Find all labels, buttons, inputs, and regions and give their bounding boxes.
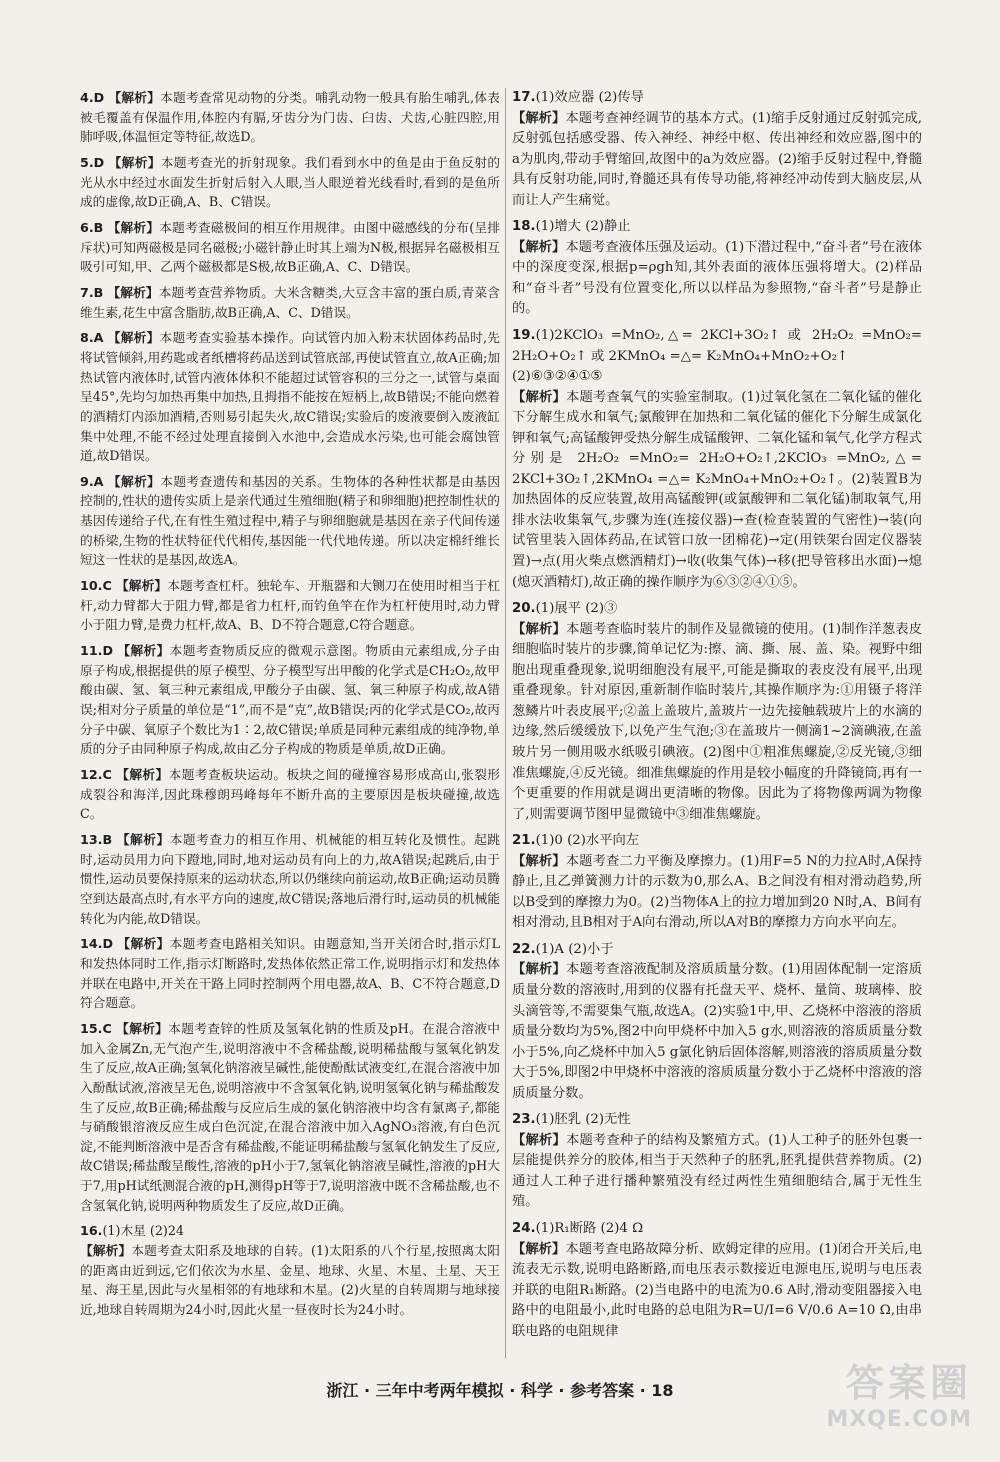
answer-item: [512, 217, 922, 320]
explanation-text: 本题考查电路故障分析、欧姆定律的应用。(1)闭合开关后,电流表无示数,说明电路断路,而电压表示数接近电源电压,说明与电压表并联的电阻R₁断路。(2)当电路中的电流为0.6 A时,滑动变阻器接入电路中的电阻最小,此时电路的总电阻为R=U/I=6 V/0.6 A=10 Ω,由串联电路的电阻规律: [512, 1241, 923, 1339]
answer-text: (1)R₁断路 (2)4 Ω: [535, 1220, 644, 1236]
question-number: 14.D: [80, 936, 114, 952]
left-column: [80, 88, 500, 1326]
answer-line: [512, 217, 922, 238]
answer-line-2: (2)⑥③②④①⑤: [512, 369, 603, 385]
explanation-text: 本题考查锌的性质及氢氧化钠的性质及pH。在混合溶液中加入金属Zn,无气泡产生,说明溶液中不含稀盐酸,说明稀盐酸与氢氧化钠发生了反应,故A正确;氢氧化钠溶液呈碱性,能使酚酞试液变红,在混合溶液中加入酚酞试液,溶液呈无色,说明溶液中不含氢氧化钠,说明氢氧化钠与稀盐酸发生了反应,故B正确;稀盐酸与反应后生成的氯化钠溶液中均含有氯离子,都能与硝酸银溶液反应生成白色沉淀,在混合溶液中加入AgNO₃溶液,有白色沉淀,不能判断溶液中是否含有稀盐酸,不能证明稀盐酸与氢氧化钠发生了反应,故C错误;稀盐酸呈酸性,溶液的pH小于7,氢氧化钠溶液呈碱性,溶液的pH大于7,用pH试纸测混合液的pH,测得pH等于7,说明溶液中既不含稀盐酸,也不含氢氧化钠,说明两种物质发生了反应,故D正确。: [80, 1020, 500, 1213]
answer-text: (1)0 (2)水平向左: [535, 833, 640, 849]
answer-text: (1)增大 (2)静止: [535, 219, 631, 235]
watermark-logo: [826, 1352, 972, 1432]
explanation: [80, 641, 500, 759]
answer-item: [80, 934, 500, 1013]
analysis-tag: 【解析】: [512, 1132, 566, 1148]
explanation: [80, 153, 500, 212]
analysis-tag: 【解析】: [107, 330, 160, 346]
question-number: 20.: [512, 601, 536, 617]
analysis-tag: 【解析】: [107, 219, 160, 235]
answer-text: (1)2KClO₃ =MnO₂,△= 2KCl+3O₂↑ 或 2H₂O₂ =MnO₂= 2H₂O+O₂↑ 或 2KMnO₄ =△= K₂MnO₄+MnO₂+O₂↑: [512, 328, 922, 364]
explanation: [80, 328, 500, 466]
answer-text: (1)胚乳 (2)无性: [535, 1112, 631, 1128]
column-divider: [505, 88, 506, 1358]
question-number: 24.: [512, 1220, 536, 1236]
answer-item: [80, 1019, 500, 1216]
answer-item: [512, 1219, 922, 1342]
question-number: 11.D: [80, 643, 114, 659]
answer-text: (1)展平 (2)③: [535, 601, 618, 617]
question-number: 22.: [512, 941, 536, 957]
explanation: [512, 620, 922, 825]
analysis-tag: 【解析】: [108, 90, 161, 105]
explanation-text: 本题考查溶液配制及溶质质量分数。(1)用固体配制一定溶质质量分数的溶液时,用到的仪器有托盘天平、烧杯、量筒、玻璃棒、胶头滴管等,不需要集气瓶,故选A。(2)实验1中,甲、乙烧杯中溶液的溶质质量分数均为5%,图2中向甲烧杯中加入5 g水,则溶液的溶质质量分数小于5%,向乙烧杯中加入5 g氯化钠后固体溶解,则溶液的溶质质量分数大于5%,即图2中甲烧杯中溶液的溶质质量分数小于乙烧杯中溶液的溶质质量分数。: [512, 962, 922, 1101]
question-number: 5.D: [80, 154, 105, 170]
analysis-tag: 【解析】: [512, 962, 566, 978]
analysis-tag: 【解析】: [512, 621, 566, 637]
explanation-text: 本题考查氧气的实验室制取。(1)过氧化氢在二氧化锰的催化下分解生成水和氧气;氯酸钾在加热和二氧化锰的催化下分解生成氯化钾和氧气;高锰酸钾受热分解生成锰酸钾、二氧化锰和氧气,化学方程式分别是 2H₂O₂ =MnO₂= 2H₂O+O₂↑,2KClO₃ =MnO₂,△= 2KCl+3O₂↑,2KMnO₄ =△= K₂MnO₄+MnO₂+O₂↑。(2)装置B为加热固体的反应装置,故用高锰酸钾(或氯酸钾和二氧化锰)制取氧气,用排水法收集氧气,步骤为连(连接仪器)→查(检查装置的气密性)→装(向试管里装入固体药品,在试管口放一团棉花)→定(用铁架台固定仪器装置)→点(用火柴点燃酒精灯)→收(收集气体)→移(把导管移出水面)→熄(熄灭酒精灯),故正确的操作顺序为⑥③②④①⑤。: [512, 389, 922, 590]
explanation: [80, 218, 500, 277]
explanation-text: 本题考查液体压强及运动。(1)下潜过程中,“奋斗者”号在液体中的深度变深,根据p=ρgh知,其外表面的液体压强将增大。(2)样品和“奋斗者”号没有位置变化,所以以样品为参照物,“奋斗者”号是静止的。: [512, 239, 922, 317]
answer-text: (1)效应器 (2)传导: [535, 90, 644, 105]
explanation-text: 本题考查太阳系及地球的自转。(1)太阳系的八个行星,按照离太阳的距离由近到远,它们依次为水星、金星、地球、火星、木星、土星、天王星、海王星,因此与火星相邻的有地球和木星。(2)火星的自转周期与地球接近,地球自转周期为24小时,因此火星一昼夜时长为24小时。: [80, 1243, 500, 1318]
analysis-tag: 【解析】: [512, 853, 566, 869]
question-number: 8.A: [80, 330, 104, 346]
answer-line: [512, 1219, 922, 1240]
analysis-tag: 【解析】: [80, 1243, 132, 1259]
answer-item: [80, 576, 500, 635]
question-number: 17.: [512, 90, 536, 105]
question-number: 10.C: [80, 578, 112, 594]
answer-item: [80, 1221, 500, 1319]
explanation: [80, 283, 500, 322]
explanation: [80, 1019, 500, 1216]
explanation-text: 本题考查神经调节的基本方式。(1)缩手反射通过反射弧完成,反射弧包括感受器、传入神经、神经中枢、传出神经和效应器,图中的a为肌肉,带动手臂缩回,故图中的a为效应器。(2)缩手反射过程中,脊髓具有反射功能,同时,脊髓还具有传导功能,将神经冲动传到大脑皮层,从而让人产生痛觉。: [512, 110, 923, 208]
answer-line: [512, 599, 922, 620]
answer-item: [80, 472, 500, 570]
explanation: [80, 88, 500, 147]
answer-item: [512, 88, 922, 211]
watermark-url: MXQE.COM: [826, 1407, 972, 1432]
analysis-tag: 【解析】: [512, 1241, 566, 1257]
explanation-text: 本题考查杠杆。独轮车、开瓶器和大铡刀在使用时相当于杠杆,动力臂都大于阻力臂,都是省力杠杆,而钓鱼竿在作为杠杆使用时,动力臂小于阻力臂,是费力杠杆,故A、B、D不符合题意,C符合题意。: [80, 578, 501, 633]
analysis-tag: 【解析】: [116, 831, 170, 847]
answer-item: [80, 328, 500, 466]
answer-item: [80, 88, 500, 147]
analysis-tag: 【解析】: [117, 936, 170, 952]
explanation: [512, 960, 922, 1104]
analysis-tag: 【解析】: [108, 154, 161, 170]
answer-item: [512, 326, 922, 593]
answer-line: [512, 831, 922, 852]
answer-item: [80, 153, 500, 212]
question-number: 23.: [512, 1112, 536, 1128]
explanation: [80, 472, 500, 570]
explanation: [512, 388, 922, 593]
question-number: 6.B: [80, 219, 104, 235]
analysis-tag: 【解析】: [116, 767, 169, 782]
explanation-text: 本题考查实验基本操作。向试管内加入粉末状固体药品时,先将试管倾斜,用药匙或者纸槽将药品送到试管底部,再使试管直立,故A正确;加热试管内液体时,试管内液体体积不能超过试管容积的三分之一,试管与桌面呈45°,先均匀加热再集中加热,且拇指不能按在短柄上,故B错误;不能向燃着的酒精灯内添加酒精,否则易引起失火,故C错误;实验后的废液要倒入废液缸集中处理,不能不经过处理直接倒入水池中,会造成水污染,也可能会腐蚀管道,故D错误。: [80, 330, 500, 464]
answer-text: (1)A (2)小于: [535, 941, 614, 957]
explanation: [80, 765, 500, 824]
question-number: 13.B: [80, 831, 113, 847]
question-number: 15.C: [80, 1020, 112, 1036]
explanation: [512, 852, 922, 934]
question-number: 16.: [80, 1223, 103, 1239]
answer-line: [512, 1110, 922, 1131]
analysis-tag: 【解析】: [117, 643, 170, 659]
answer-item: [512, 940, 922, 1104]
explanation-text: 本题考查遗传和基因的关系。生物体的各种性状都是由基因控制的,性状的遗传实质上是亲代通过生殖细胞(精子和卵细胞)把控制性状的基因传递给子代,在有性生殖过程中,精子与卵细胞就是基因在亲子代间传递的桥梁,生物的性状特征代代相传,基因能一代代地传递。所以决定棉纤维长短这一性状的是基因,故选A。: [80, 473, 501, 568]
question-number: 9.A: [80, 473, 104, 489]
explanation-text: 本题考查板块运动。板块之间的碰撞容易形成高山,张裂形成裂谷和海洋,因此珠穆朗玛峰每年不断升高的主要原因是板块碰撞,故选C。: [80, 767, 500, 822]
answer-item: [512, 831, 922, 934]
explanation-text: 本题考查力的相互作用、机械能的相互转化及惯性。起跳时,运动员用力向下蹬地,同时,地对运动员有向上的力,故A错误;起跳后,由于惯性,运动员要保持原来的运动状态,所以仍继续向前运动,故B正确;运动员腾空到达最高点时,有水平方向的速度,故C错误;落地后滑行时,运动员的机械能转化为内能,故D错误。: [80, 831, 500, 926]
answer-line: [512, 940, 922, 961]
page-footer: 浙江 · 三年中考两年模拟 · 科学 · 参考答案 · 18: [326, 1381, 674, 1400]
answer-line: [80, 1221, 500, 1241]
question-number: 7.B: [80, 284, 104, 300]
explanation: [512, 1131, 922, 1213]
answer-item: [80, 218, 500, 277]
answer-item: [80, 830, 500, 928]
answer-item: [512, 1110, 922, 1213]
answer-line: [512, 88, 922, 109]
answer-item: [80, 283, 500, 322]
question-number: 18.: [512, 219, 536, 235]
answer-line: [512, 326, 922, 367]
analysis-tag: 【解析】: [512, 110, 566, 126]
question-number: 4.D: [80, 90, 105, 105]
analysis-tag: 【解析】: [115, 578, 168, 594]
answer-text: (1)木星 (2)24: [102, 1223, 184, 1239]
explanation: [512, 238, 922, 320]
explanation-text: 本题考查物质反应的微观示意图。物质由元素组成,分子由原子构成,根据提供的原子模型、分子模型写出甲酸的化学式是CH₂O₂,故甲酸由碳、氢、氧三种元素组成,甲酸分子由碳、氢、氧三种原子构成,故A错误;相对分子质量的单位是“1”,而不是“克”,故B错误;丙的化学式是CO₂,故丙分子中碳、氧原子个数比为1∶2,故C错误;单质是同种元素组成的纯净物,单质的分子由同种原子构成,故由乙分子构成的物质是单质,故D正确。: [80, 643, 500, 757]
analysis-tag: 【解析】: [107, 473, 161, 489]
explanation-text: 本题考查临时装片的制作及显微镜的使用。(1)制作洋葱表皮细胞临时装片的步骤,简单记忆为:擦、滴、撕、展、盖、染。视野中细胞出现重叠现象,说明细胞没有展平,可能是撕取的表皮没有展平,出现重叠现象。针对原因,重新制作临时装片,其操作顺序为:①用镊子将洋葱鳞片叶表皮展平;②盖上盖玻片,盖玻片一边先接触载玻片上的水滴的边缘,然后缓缓放下,以免产生气泡;③在盖玻片一侧滴1~2滴碘液,在盖玻片另一侧用吸水纸吸引碘液。(2)图中①粗准焦螺旋,②反光镜,③细准焦螺旋,④反光镜。细准焦螺旋的作用是较小幅度的升降镜筒,再有一个更重要的作用就是调出更清晰的物像。因此为了将物像两调为物像了,则需要调节图甲显微镜中③细准焦螺旋。: [512, 621, 922, 822]
explanation-text: 本题考查光的折射现象。我们看到水中的鱼是由于鱼反射的光从水中经过水面发生折射后射入人眼,当人眼逆着光线看时,看到的是鱼所成的虚像,故D正确,A、B、C错误。: [80, 154, 501, 210]
answer-item: [80, 765, 500, 824]
explanation-text: 本题考查营养物质。大米含糖类,大豆含丰富的蛋白质,青菜含维生素,花生中富含脂肪,故B正确,A、C、D错误。: [80, 284, 500, 320]
watermark-logo-text: 答案圈: [845, 1361, 972, 1405]
question-number: 21.: [512, 833, 536, 849]
analysis-tag: 【解析】: [512, 239, 566, 255]
explanation: [80, 576, 500, 635]
analysis-tag: 【解析】: [116, 1020, 169, 1036]
explanation: [512, 1240, 922, 1343]
analysis-tag: 【解析】: [107, 284, 159, 300]
right-column: [512, 88, 922, 1348]
explanation-text: 本题考查磁极间的相互作用规律。由图中磁感线的分布(呈排斥状)可知两磁极是同名磁极;小磁针静止时其上端为N极,根据异名磁极相互吸引可知,甲、乙两个磁极都是S极,故B正确,A、C、D错误。: [80, 219, 500, 275]
explanation-text: 本题考查电路相关知识。由题意知,当开关闭合时,指示灯L和发热体同时工作,指示灯断路时,发热体依然正常工作,说明指示灯和发热体并联在电路中,开关在干路上同时控制两个用电器,故A、B、C不符合题意,D符合题意。: [80, 936, 500, 1011]
analysis-tag: 【解析】: [512, 389, 566, 405]
question-number: 19.: [512, 328, 536, 344]
explanation: [512, 109, 922, 212]
explanation-text: 本题考查种子的结构及繁殖方式。(1)人工种子的胚外包裹一层能提供养分的胶体,相当于天然种子的胚乳,胚乳提供营养物质。(2)通过人工种子进行播种繁殖没有经过两性生殖细胞结合,属于无性生殖。: [512, 1132, 922, 1210]
answer-item: [80, 641, 500, 759]
explanation: [80, 830, 500, 928]
explanation: [80, 1241, 500, 1320]
explanation-text: 本题考查常见动物的分类。哺乳动物一般具有胎生哺乳,体表被毛覆盖有保温作用,体腔内有膈,牙齿分为门齿、臼齿、犬齿,心脏四腔,用肺呼吸,体温恒定等特征,故选D。: [80, 90, 500, 145]
explanation: [80, 934, 500, 1013]
answer-item: [512, 599, 922, 825]
explanation-text: 本题考查二力平衡及摩擦力。(1)用F=5 N的力拉A时,A保持静止,且乙弹簧测力计的示数为0,那么A、B之间没有相对滑动趋势,所以B受到的摩擦力为0。(2)当物体A上的拉力增加到20 N时,A、B间有相对滑动,且B相对于A向右滑动,所以A对B的摩擦力方向水平向左。: [512, 853, 922, 931]
question-number: 12.C: [80, 767, 112, 782]
